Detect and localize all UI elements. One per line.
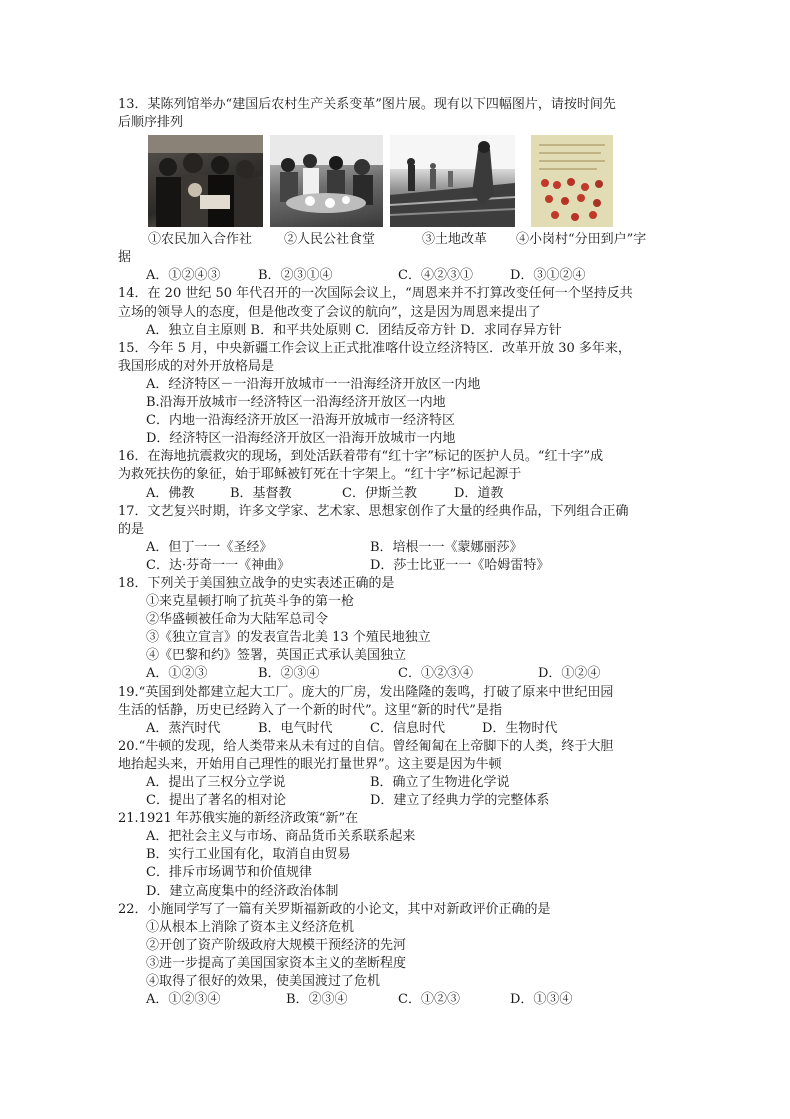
- q22-options: [118, 991, 678, 1009]
- q22-item-4: ④取得了很好的效果，使美国渡过了危机: [146, 974, 381, 990]
- q20-stem-line2: 地抬起头来，开始用自己理性的眼光打量世界”。这主要是因为牛顿: [118, 756, 502, 772]
- q21-option-b: B．实行工业国有化，取消自由贸易: [146, 847, 351, 863]
- q15-option-c: C．内地一沿海经济开放区一沿海开放城市一经济特区: [146, 413, 455, 429]
- q13-option-a: A．①②④③: [146, 268, 221, 284]
- q13-option-d: D．③①②④: [510, 268, 586, 284]
- q15-stem-line1: 15．今年 5 月，中央新疆工作会议上正式批准喀什设立经济特区．改革开放 30 多年来，: [118, 340, 631, 356]
- q20-options-row2: [118, 792, 678, 810]
- q22-option-d: D．①③④: [510, 992, 573, 1008]
- q18-item-3: ③《独立宣言》的发表宣告北美 13 个殖民地独立: [146, 630, 431, 646]
- q20-options-row1: [118, 774, 678, 792]
- photo-xiaogang-village-document: [531, 135, 613, 227]
- q14-stem-line2: 立场的领导人的态度，但是他改变了会议的航向”，这是因为周恩来提出了: [118, 304, 541, 320]
- q18-option-a: A．①②③: [146, 666, 208, 682]
- q17-option-c: C．达·芬奇一一《神曲》: [146, 557, 291, 573]
- q21-option-d: D．建立高度集中的经济政治体制: [146, 883, 339, 899]
- q20-option-c: C．提出了著名的相对论: [146, 793, 286, 809]
- q18-option-b: B．②③④: [258, 666, 320, 682]
- q17-option-d: D．莎士比亚一一《哈姆雷特》: [370, 557, 550, 573]
- q19-stem-line1: 19.“英国到处都建立起大工厂。庞大的厂房，发出隆隆的轰鸣，打破了原来中世纪田园: [118, 684, 614, 700]
- q17-options-row2: [118, 557, 678, 575]
- q16-option-b: B．基督教: [230, 485, 292, 501]
- q22-stem: 22．小施同学写了一篇有关罗斯福新政的小论文，其中对新政评价正确的是: [118, 901, 551, 917]
- q15-option-a: A．经济特区－一沿海开放城市一一沿海经济开放区一内地: [146, 376, 481, 392]
- q22-option-a: A．①②③④: [146, 992, 221, 1008]
- caption-4: ④小岗村“分田到户”字: [516, 232, 647, 248]
- caption-1: ①农民加入合作社: [148, 232, 253, 248]
- q20-option-d: D．建立了经典力学的完整体系: [370, 793, 550, 809]
- photo-commune-canteen: [270, 135, 383, 227]
- q19-options: [118, 720, 678, 738]
- q17-stem-line1: 17．文艺复兴时期，许多文学家、艺术家、思想家创作了大量的经典作品，下列组合正确: [118, 503, 629, 519]
- q18-option-c: C．①②③④: [398, 666, 473, 682]
- caption-2: ②人民公社食堂: [284, 232, 376, 248]
- q19-stem-line2: 生活的恬静，历史已经跨入了一个新的时代”。这里“新的时代”是指: [118, 702, 502, 718]
- q16-option-a: A．佛教: [146, 485, 195, 501]
- q18-stem: 18．下列关于美国独立战争的史实表述正确的是: [118, 575, 395, 591]
- q14-options: A．独立自主原则 B．和平共处原则 C．团结反帝方针 D．求同存异方针: [146, 322, 562, 338]
- q22-item-3: ③进一步提高了美国国家资本主义的垄断程度: [146, 955, 407, 971]
- q22-option-c: C．①②③: [398, 992, 460, 1008]
- q18-option-d: D．①②④: [538, 666, 601, 682]
- caption-4-wrap: 据: [118, 250, 132, 266]
- q18-item-2: ②华盛顿被任命为大陆军总司令: [146, 612, 329, 628]
- q13-photo-row: [118, 135, 678, 229]
- q16-stem-line2: 为救死扶伤的象征，始于耶稣被钉死在十字架上。“红十字”标记起源于: [118, 467, 522, 483]
- photo-land-reform: [390, 135, 515, 227]
- q21-option-c: C．排斥市场调节和价值规律: [146, 865, 312, 881]
- q16-option-d: D．道教: [454, 485, 504, 501]
- q19-option-c: C．信息时代: [370, 720, 445, 736]
- q21-option-a: A．把社会主义与市场、商品货币关系联系起来: [146, 829, 416, 845]
- q16-option-c: C．伊斯兰教: [342, 485, 417, 501]
- q20-option-a: A．提出了三权分立学说: [146, 775, 286, 790]
- q19-option-b: B．电气时代: [258, 720, 333, 736]
- q17-option-a: A．但丁一一《圣经》: [146, 539, 273, 555]
- q13-stem-line2: 后顺序排列: [118, 115, 184, 131]
- q17-option-b: B．培根一一《蒙娜丽莎》: [370, 539, 523, 555]
- q20-option-b: B．确立了生物进化学说: [370, 775, 510, 790]
- q16-stem-line1: 16．在海地抗震救灾的现场，到处活跃着带有“红十字”标记的医护人员。“红十字”成: [118, 449, 604, 465]
- q21-stem: 21.1921 年苏俄实施的新经济政策“新”在: [118, 811, 359, 827]
- exam-page: [118, 96, 678, 1009]
- q18-item-1: ①来克星顿打响了抗英斗争的第一枪: [146, 594, 355, 610]
- q13-stem-line1: 13．某陈列馆举办“建国后农村生产关系变革”图片展。现有以下四幅图片，请按时间先: [118, 97, 616, 112]
- q15-option-b: B.沿海开放城市一经济特区一沿海经济开放区一内地: [146, 395, 446, 411]
- q19-option-a: A．蒸汽时代: [146, 720, 221, 736]
- q13-captions: [118, 231, 678, 249]
- q22-item-1: ①从根本上消除了资本主义经济危机: [146, 919, 355, 935]
- q13-option-c: C．④②③①: [398, 268, 473, 284]
- q17-stem-line2: 的是: [118, 521, 145, 537]
- q15-option-d: D．经济特区一沿海经济开放区一沿海开放城市一内地: [146, 431, 456, 447]
- q17-options-row1: [118, 539, 678, 557]
- q22-item-2: ②开创了资产阶级政府大规模干预经济的先河: [146, 937, 407, 953]
- q18-options: [118, 665, 678, 683]
- q13-option-b: B．②③①④: [258, 268, 333, 284]
- q20-stem-line1: 20.“牛顿的发现，给人类带来从未有过的自信。曾经匍匐在上帝脚下的人类，终于大胆: [118, 738, 614, 754]
- q19-option-d: D．生物时代: [482, 720, 558, 736]
- q13-options: [118, 267, 678, 285]
- q15-stem-line2: 我国形成的对外开放格局是: [118, 358, 275, 374]
- q22-option-b: B．②③④: [286, 992, 348, 1008]
- q14-stem-line1: 14．在 20 世纪 50 年代召开的一次国际会议上，“周恩来并不打算改变任何一个坚持反共: [118, 286, 633, 302]
- q16-options: [118, 485, 678, 503]
- q18-item-4: ④《巴黎和约》签署，英国正式承认美国独立: [146, 648, 407, 664]
- photo-farmers-join-cooperative: [148, 135, 263, 227]
- caption-3: ③土地改革: [422, 232, 488, 248]
